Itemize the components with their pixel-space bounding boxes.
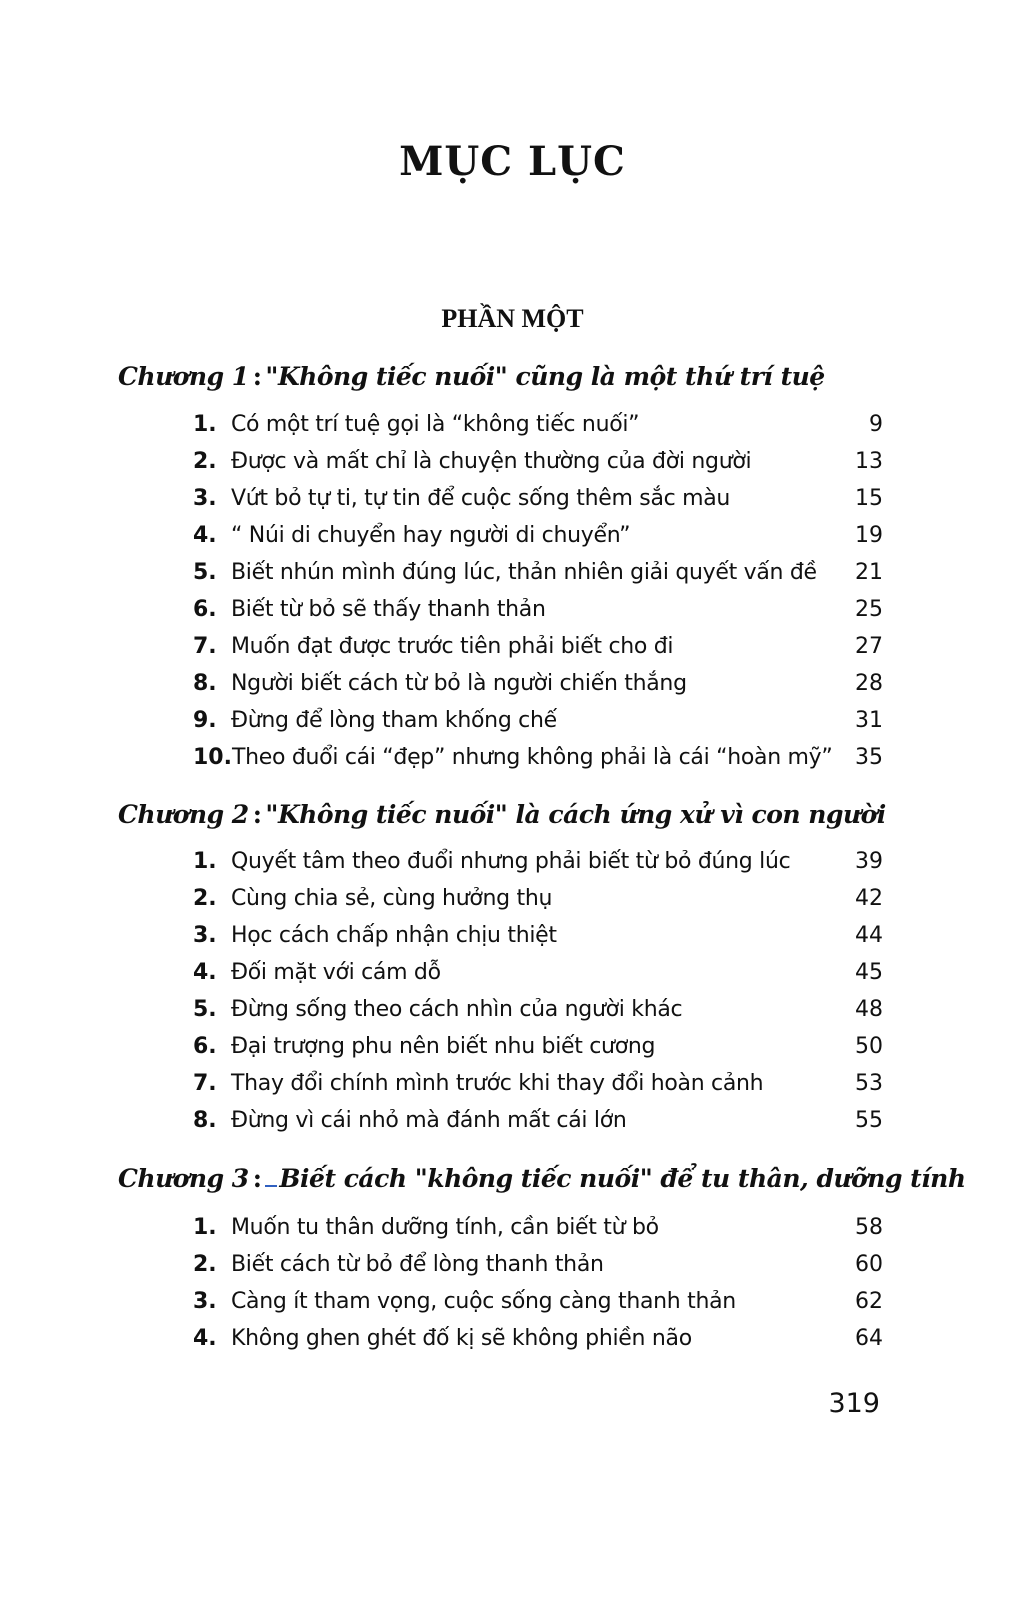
entry-number: 4.	[193, 960, 217, 985]
toc-entry[interactable]	[193, 991, 883, 1028]
entry-page: 60	[855, 1252, 883, 1277]
entry-page: 62	[855, 1289, 883, 1314]
entry-title: Quyết tâm theo đuổi nhưng phải biết từ bỏ đúng lúc	[231, 849, 791, 874]
entry-number: 10.	[193, 745, 232, 770]
entry-number: 1.	[193, 849, 217, 874]
entry-page: 19	[855, 523, 883, 548]
toc-entry[interactable]	[193, 1283, 883, 1320]
entry-title: Được và mất chỉ là chuyện thường của đời người	[231, 449, 752, 474]
entry-title: Đại trượng phu nên biết nhu biết cương	[231, 1034, 656, 1059]
entry-number: 1.	[193, 1215, 217, 1240]
entry-title: Biết cách từ bỏ để lòng thanh thản	[231, 1252, 604, 1277]
entry-number: 8.	[193, 1108, 217, 1133]
entry-title: Đối mặt với cám dỗ	[231, 960, 441, 985]
toc-entry[interactable]	[193, 739, 883, 776]
toc-entry[interactable]	[193, 591, 883, 628]
toc-entry[interactable]	[193, 843, 883, 880]
entry-number: 7.	[193, 634, 217, 659]
entry-page: 15	[855, 486, 883, 511]
entry-title: Càng ít tham vọng, cuộc sống càng thanh thản	[231, 1289, 736, 1314]
entry-number: 6.	[193, 597, 217, 622]
entry-title: Học cách chấp nhận chịu thiệt	[231, 923, 557, 948]
entry-page: 42	[855, 886, 883, 911]
toc-entry[interactable]	[193, 917, 883, 954]
entry-page: 53	[855, 1071, 883, 1096]
entry-title: Đừng sống theo cách nhìn của người khác	[231, 997, 683, 1022]
toc-entry[interactable]	[193, 554, 883, 591]
toc-entry[interactable]	[193, 665, 883, 702]
entry-number: 9.	[193, 708, 217, 733]
entry-title: Không ghen ghét đố kị sẽ không phiền não	[231, 1326, 692, 1351]
entry-title: Biết nhún mình đúng lúc, thản nhiên giải quyết vấn đề	[231, 560, 817, 585]
chapter-title: "Không tiếc nuối" là cách ứng xử vì con người	[265, 800, 886, 829]
entry-title: Đừng để lòng tham khống chế	[231, 708, 557, 733]
entry-number: 4.	[193, 1326, 217, 1351]
entry-number: 4.	[193, 523, 217, 548]
chapter-3-heading	[118, 1164, 966, 1193]
entry-page: 58	[855, 1215, 883, 1240]
toc-entry[interactable]	[193, 443, 883, 480]
entry-number: 5.	[193, 997, 217, 1022]
entry-title: “ Núi di chuyển hay người di chuyển”	[231, 523, 631, 548]
chapter-title: "Không tiếc nuối" cũng là một thứ trí tuệ	[265, 362, 825, 391]
entry-page: 27	[855, 634, 883, 659]
toc-entry[interactable]	[193, 1028, 883, 1065]
entry-title: Theo đuổi cái “đẹp” nhưng không phải là cái “hoàn mỹ”	[231, 745, 833, 770]
entry-number: 3.	[193, 486, 217, 511]
entry-number: 5.	[193, 560, 217, 585]
entry-number: 3.	[193, 923, 217, 948]
page-title: MỤC LỤC	[399, 138, 626, 185]
toc-entry[interactable]	[193, 628, 883, 665]
entry-page: 45	[855, 960, 883, 985]
entry-number: 3.	[193, 1289, 217, 1314]
entry-page: 48	[855, 997, 883, 1022]
entry-title: Thay đổi chính mình trước khi thay đổi hoàn cảnh	[231, 1071, 764, 1096]
entry-title: Cùng chia sẻ, cùng hưởng thụ	[231, 886, 553, 911]
toc-entry[interactable]	[193, 406, 883, 443]
entry-title: Đừng vì cái nhỏ mà đánh mất cái lớn	[231, 1108, 627, 1133]
entry-page: 28	[855, 671, 883, 696]
entry-page: 25	[855, 597, 883, 622]
part-title: PHẦN MỘT	[441, 304, 584, 333]
toc-entry[interactable]	[193, 517, 883, 554]
entry-page: 35	[855, 745, 883, 770]
entry-title: Biết từ bỏ sẽ thấy thanh thản	[231, 597, 546, 622]
chapter-label: Chương 1	[118, 362, 249, 391]
chapter-colon: :	[252, 362, 262, 391]
entry-page: 39	[855, 849, 883, 874]
chapter-1-heading	[118, 362, 918, 391]
toc-entry[interactable]	[193, 1209, 883, 1246]
chapter-label: Chương 2	[118, 800, 249, 829]
page-number: 319	[828, 1388, 880, 1419]
entry-title: Muốn tu thân dưỡng tính, cần biết từ bỏ	[231, 1215, 659, 1240]
entry-page: 55	[855, 1108, 883, 1133]
entry-number: 6.	[193, 1034, 217, 1059]
chapter-3-entries	[193, 1209, 883, 1357]
toc-entry[interactable]	[193, 1065, 883, 1102]
chapter-2-heading	[118, 800, 918, 829]
toc-entry[interactable]	[193, 1102, 883, 1139]
entry-number: 1.	[193, 412, 217, 437]
entry-page: 9	[869, 412, 883, 437]
chapter-title: Biết cách "không tiếc nuối" để tu thân, dưỡng tính	[279, 1164, 966, 1193]
entry-page: 50	[855, 1034, 883, 1059]
entry-title: Người biết cách từ bỏ là người chiến thắng	[231, 671, 687, 696]
entry-title: Muốn đạt được trước tiên phải biết cho đi	[231, 634, 674, 659]
chapter-2-entries	[193, 843, 883, 1139]
toc-entry[interactable]	[193, 702, 883, 739]
toc-entry[interactable]	[193, 480, 883, 517]
entry-title: Vứt bỏ tự ti, tự tin để cuộc sống thêm sắc màu	[231, 486, 731, 511]
entry-page: 44	[855, 923, 883, 948]
entry-number: 7.	[193, 1071, 217, 1096]
edit-mark	[265, 1165, 277, 1187]
entry-page: 13	[855, 449, 883, 474]
toc-entry[interactable]	[193, 880, 883, 917]
entry-number: 8.	[193, 671, 217, 696]
entry-number: 2.	[193, 886, 217, 911]
entry-page: 64	[855, 1326, 883, 1351]
toc-entry[interactable]	[193, 954, 883, 991]
chapter-colon: :	[252, 800, 262, 829]
entry-number: 2.	[193, 1252, 217, 1277]
entry-page: 21	[855, 560, 883, 585]
entry-page: 31	[855, 708, 883, 733]
toc-entry[interactable]	[193, 1246, 883, 1283]
entry-title: Có một trí tuệ gọi là “không tiếc nuối”	[231, 412, 640, 437]
toc-entry[interactable]	[193, 1320, 883, 1357]
chapter-1-entries	[193, 406, 883, 776]
chapter-colon: :	[252, 1164, 262, 1193]
chapter-label: Chương 3	[118, 1164, 249, 1193]
entry-number: 2.	[193, 449, 217, 474]
